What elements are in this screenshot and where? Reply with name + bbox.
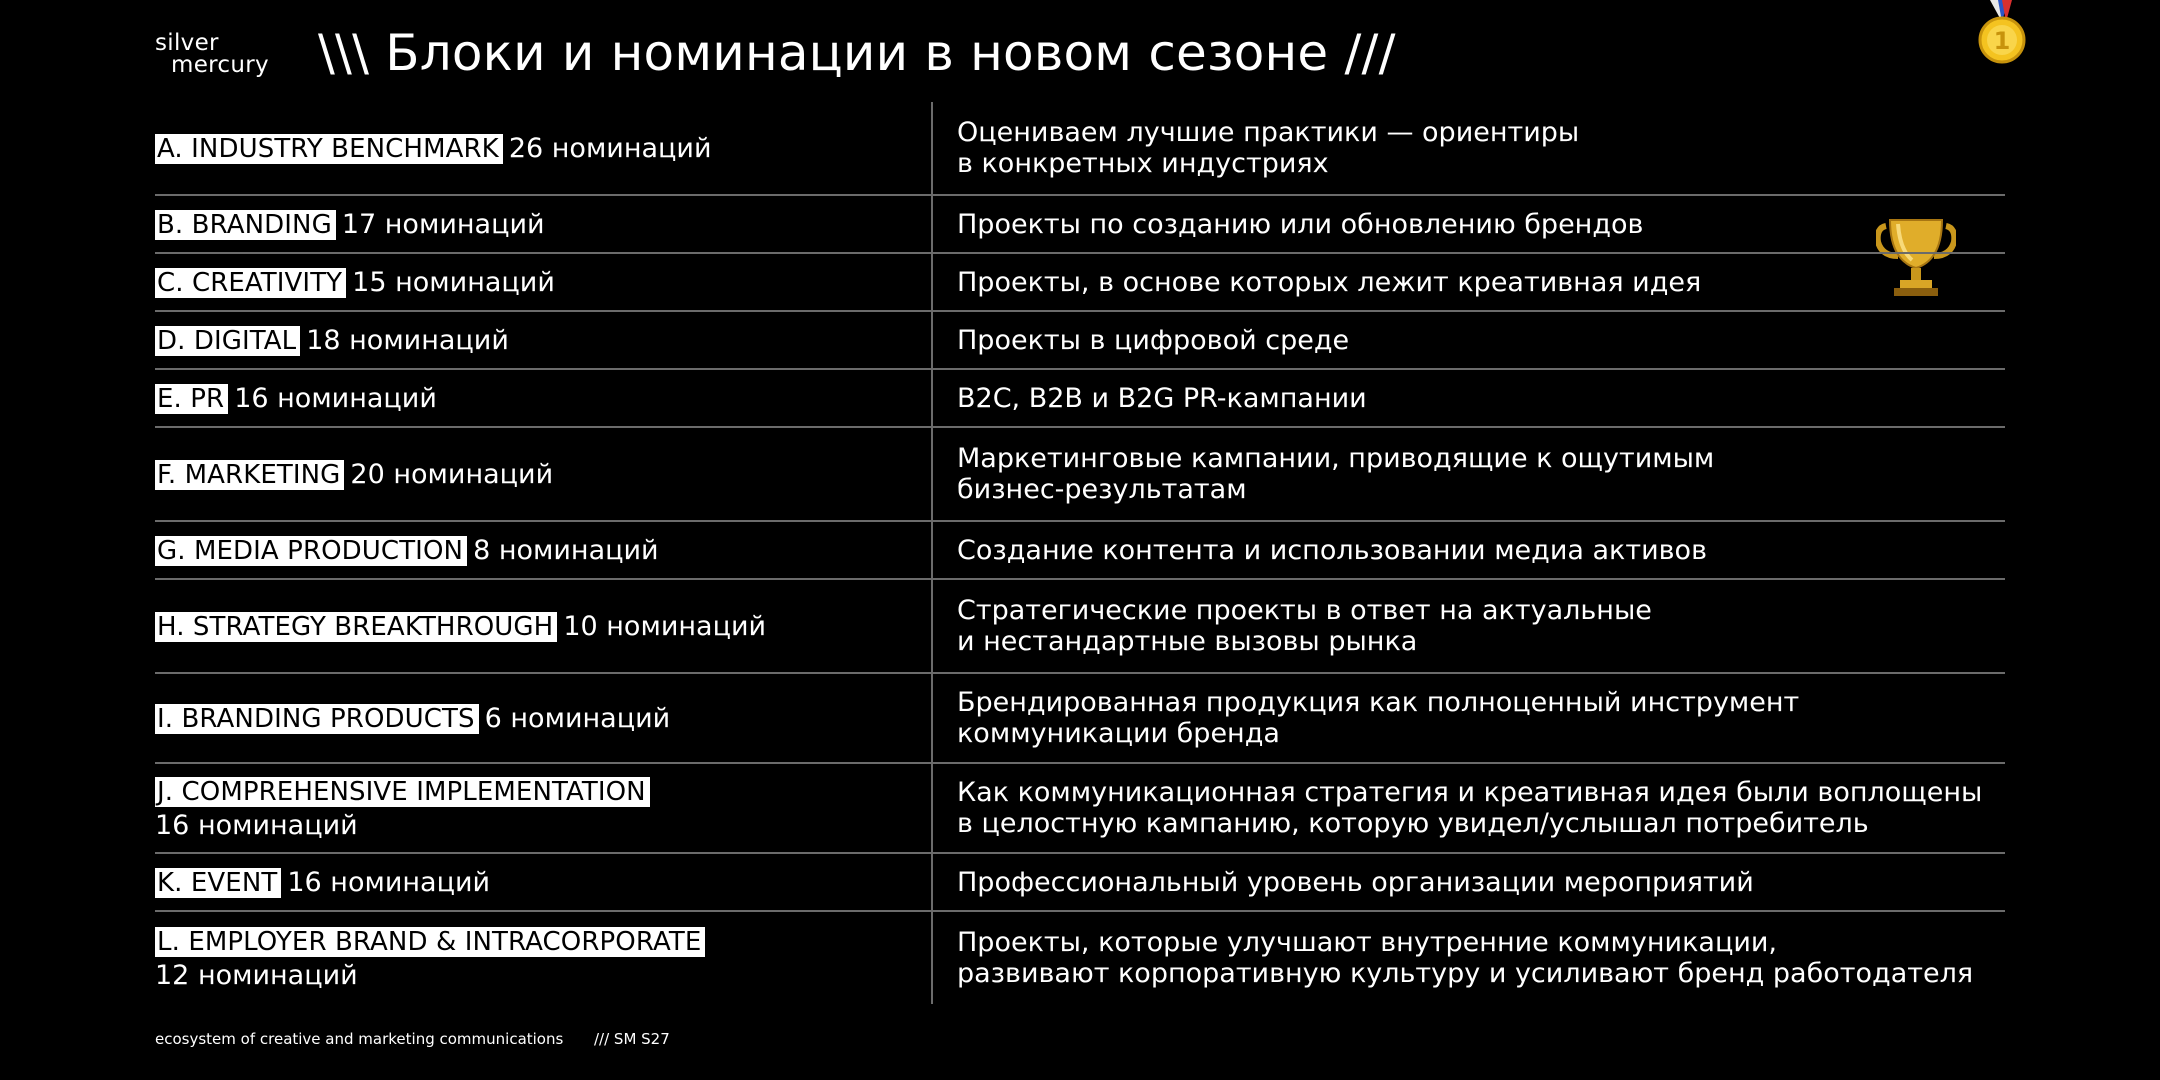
logo-line2: mercury (171, 52, 269, 78)
table-row (155, 196, 2005, 254)
block-count: 16 номинаций (155, 809, 358, 841)
block-tag: K. EVENT (155, 868, 281, 898)
table-row (155, 764, 2005, 854)
table-row (155, 428, 2005, 522)
logo (155, 32, 285, 76)
block-tag: A. INDUSTRY BENCHMARK (155, 134, 503, 164)
nominations-table (155, 102, 2005, 1004)
table-row (155, 312, 2005, 370)
block-tag: D. DIGITAL (155, 326, 300, 356)
block-count: 16 номинаций (234, 382, 437, 414)
block-tag: B. BRANDING (155, 210, 336, 240)
block-description: Маркетинговые кампании, приводящие к ощутимым бизнес-результатам (957, 443, 1715, 505)
block-count: 16 номинаций (287, 866, 491, 898)
block-description: Проекты, которые улучшают внутренние коммуникации, развивают корпоративную культуру и усиливают бренд работодателя (957, 927, 1974, 989)
block-count: 20 номинаций (350, 458, 554, 490)
table-row (155, 912, 2005, 1004)
medal-label: 1 (1993, 27, 2011, 55)
page-title: \\\ Блоки и номинации в новом сезоне /// (318, 24, 1396, 82)
block-description: Брендированная продукция как полноценный инструмент коммуникации бренда (957, 687, 1800, 749)
block-tag: J. COMPREHENSIVE IMPLEMENTATION (155, 777, 650, 807)
block-tag: H. STRATEGY BREAKTHROUGH (155, 612, 557, 642)
block-description: Создание контента и использовании медиа активов (957, 534, 1707, 566)
block-count: 18 номинаций (306, 324, 509, 356)
table-row (155, 254, 2005, 312)
block-description: Проекты по созданию или обновлению брендов (957, 208, 1644, 240)
block-description: Стратегические проекты в ответ на актуальные и нестандартные вызовы рынка (957, 595, 1652, 657)
block-count: 12 номинаций (155, 959, 358, 991)
block-tag: I. BRANDING PRODUCTS (155, 704, 479, 734)
block-count: 15 номинаций (352, 266, 555, 298)
block-description: Проекты, в основе которых лежит креативная идея (957, 266, 1702, 298)
table-row (155, 580, 2005, 674)
footer-code: /// SM S27 (594, 1030, 670, 1048)
block-description: B2C, B2B и B2G PR-кампании (957, 382, 1367, 414)
table-row (155, 102, 2005, 196)
block-description: Как коммуникационная стратегия и креативная идея были воплощены в целостную кампанию, которую увидел/услышал потребитель (957, 777, 1983, 839)
block-tag: C. CREATIVITY (155, 268, 346, 298)
block-tag: L. EMPLOYER BRAND & INTRACORPORATE (155, 927, 705, 957)
block-description: Профессиональный уровень организации мероприятий (957, 866, 1754, 898)
block-count: 10 номинаций (563, 610, 767, 642)
logo-line1: silver (155, 30, 219, 56)
block-count: 26 номинаций (508, 132, 712, 164)
block-tag: G. MEDIA PRODUCTION (155, 536, 467, 566)
block-count: 8 номинаций (473, 534, 659, 566)
table-row (155, 522, 2005, 580)
table-row (155, 370, 2005, 428)
table-row (155, 674, 2005, 764)
footer-tagline: ecosystem of creative and marketing communications (155, 1030, 564, 1048)
block-description: Оцениваем лучшие практики — ориентиры в конкретных индустриях (957, 117, 1580, 179)
block-tag: E. PR (155, 384, 228, 414)
gold-medal-icon (1972, 0, 2032, 70)
table-row (155, 854, 2005, 912)
block-count: 17 номинаций (341, 208, 545, 240)
block-tag: F. MARKETING (155, 460, 344, 490)
block-description: Проекты в цифровой среде (957, 324, 1350, 356)
block-count: 6 номинаций (484, 702, 671, 734)
